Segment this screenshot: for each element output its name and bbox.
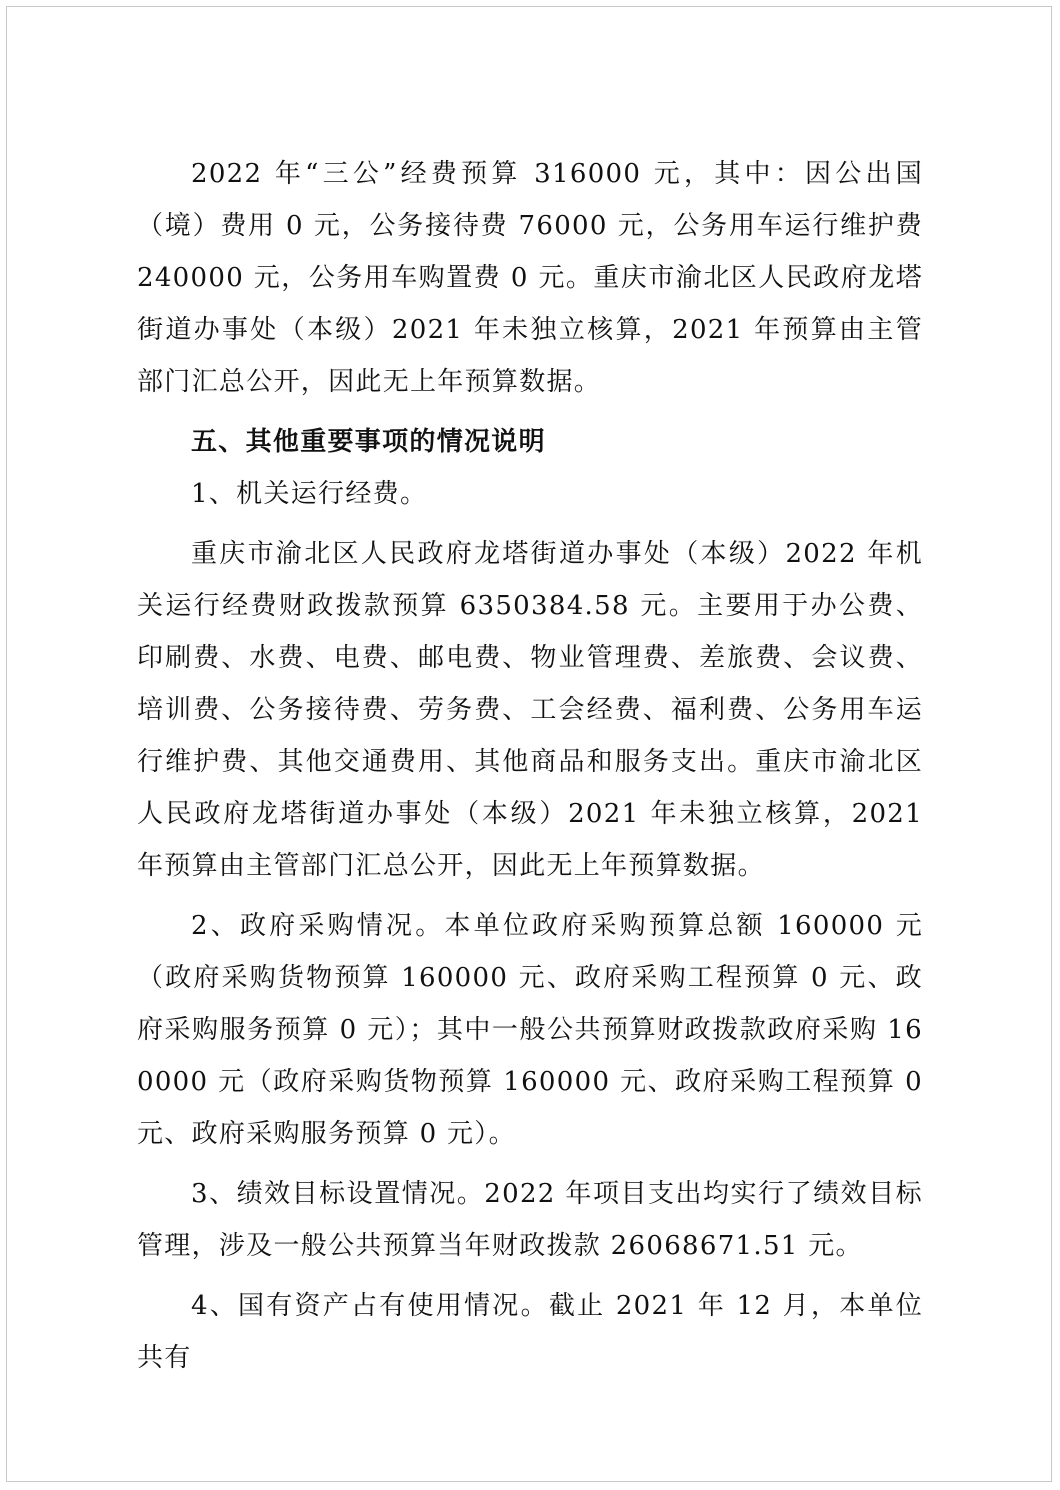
section-heading: 五、其他重要事项的情况说明: [191, 427, 546, 457]
item3-performance-targets: 3、绩效目标设置情况。2022 年项目支出均实行了绩效目标管理，涉及一般公共预算当年财政拨款 26068671.51 元。: [137, 1179, 923, 1261]
item1-body: 重庆市渝北区人民政府龙塔街道办事处（本级）2022 年机关运行经费财政拨款预算 6350384.58 元。主要用于办公费、印刷费、水费、电费、邮电费、物业管理费、差旅费、会议费、培训费、公务接待费、劳务费、工会经费、福利费、公务用车运行维护费、其他交通费用、其他商品和服务支出。重庆市渝北区人民政府龙塔街道办事处（本级）2021 年未独立核算，2021 年预算由主管部门汇总公开，因此无上年预算数据。: [137, 539, 923, 881]
paragraph-three-public-expenses: 2022 年“三公”经费预算 316000 元，其中：因公出国（境）费用 0 元，公务接待费 76000 元，公务用车运行维护费 240000 元，公务用车购置费 0 元。重庆市渝北区人民政府龙塔街道办事处（本级）2021 年未独立核算，2021 年预算由主管部门汇总公开，因此无上年预算数据。: [137, 159, 923, 397]
document-body: [137, 148, 923, 1384]
item2-government-procurement: 2、政府采购情况。本单位政府采购预算总额 160000 元（政府采购货物预算 160000 元、政府采购工程预算 0 元、政府采购服务预算 0 元）；其中一般公共预算财政拨款政府采购 160000 元（政府采购货物预算 160000 元、政府采购工程预算 0 元、政府采购服务预算 0 元）。: [137, 911, 923, 1149]
item1-title: 1、机关运行经费。: [191, 479, 428, 509]
item4-state-assets: 4、国有资产占有使用情况。截止 2021 年 12 月，本单位共有: [137, 1291, 923, 1373]
